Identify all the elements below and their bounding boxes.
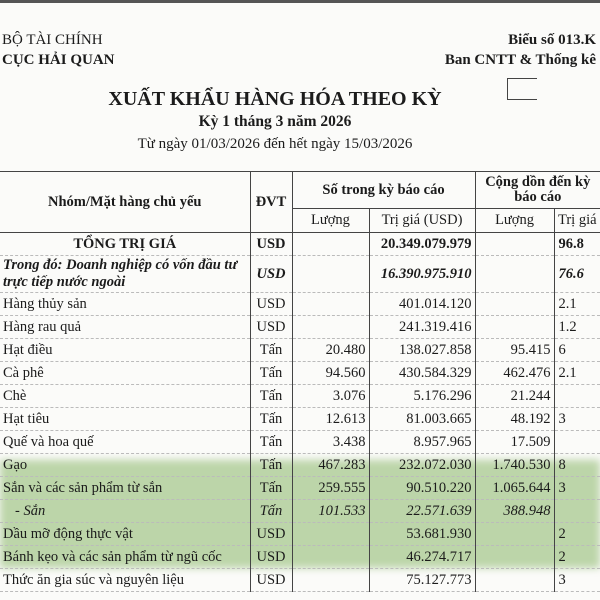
table-row <box>0 454 600 477</box>
row-unit: USD <box>250 546 292 569</box>
row-unit: Tấn <box>250 454 292 477</box>
row-name <box>0 256 250 293</box>
row-name <box>0 477 250 500</box>
row-cum-qty: 1.740.530 <box>475 454 554 477</box>
row-unit: USD <box>250 316 292 339</box>
row-name-text: Hạt tiêu <box>3 410 50 427</box>
row-qty <box>292 523 369 546</box>
row-qty: 94.560 <box>292 362 369 385</box>
row-name-text: Hàng rau quả <box>3 318 82 335</box>
table-row <box>0 385 600 408</box>
row-unit: Tấn <box>250 431 292 454</box>
row-cum-qty: 1.065.644 <box>475 477 554 500</box>
row-cum-qty <box>475 233 554 256</box>
row-cum-value: 3 <box>554 408 600 431</box>
row-qty: 259.555 <box>292 477 369 500</box>
row-cum-qty: 388.948 <box>475 500 554 523</box>
row-name <box>0 362 250 385</box>
row-value: 5.176.296 <box>369 385 475 408</box>
table-row <box>0 546 600 569</box>
row-name-text: Chè <box>3 387 27 404</box>
table-row <box>0 293 600 316</box>
table-row <box>0 477 600 500</box>
row-cum-qty <box>475 546 554 569</box>
row-cum-value: 2.1 <box>554 293 600 316</box>
top-border <box>0 0 600 3</box>
row-cum-qty <box>475 569 554 592</box>
col-current: Số trong kỳ báo cáo <box>292 172 475 209</box>
issuing-unit: Ban CNTT & Thống kê <box>444 52 596 68</box>
row-qty: 12.613 <box>292 408 369 431</box>
table-row <box>0 316 600 339</box>
row-cum-value: 6 <box>554 339 600 362</box>
row-name-text: Hạt điều <box>3 341 53 358</box>
row-value: 75.127.773 <box>369 569 475 592</box>
row-cum-value: 3 <box>554 569 600 592</box>
row-unit: Tấn <box>250 339 292 362</box>
table-row <box>0 256 600 293</box>
row-qty <box>292 316 369 339</box>
row-value: 20.349.079.979 <box>369 233 475 256</box>
row-qty: 20.480 <box>292 339 369 362</box>
row-value: 138.027.858 <box>369 339 475 362</box>
row-qty: 3.076 <box>292 385 369 408</box>
row-name-text: - Sắn <box>15 502 46 519</box>
row-name-text: Gạo <box>3 456 28 473</box>
col-qty: Lượng <box>292 209 369 233</box>
report-range: Từ ngày 01/03/2026 đến hết ngày 15/03/2026 <box>137 136 413 152</box>
row-cum-value: 2.1 <box>554 362 600 385</box>
col-unit: ĐVT <box>250 172 292 233</box>
table-row <box>0 523 600 546</box>
row-qty: 101.533 <box>292 500 369 523</box>
row-name <box>0 408 250 431</box>
col-value: Trị giá (USD) <box>369 209 475 233</box>
row-qty <box>292 569 369 592</box>
row-cum-value: 96.8 <box>554 233 600 256</box>
row-unit: Tấn <box>250 385 292 408</box>
row-cum-value: 76.6 <box>554 256 600 293</box>
org-ministry: BỘ TÀI CHÍNH <box>2 32 103 48</box>
row-cum-value: 2 <box>554 546 600 569</box>
row-value: 241.319.416 <box>369 316 475 339</box>
row-cum-qty: 17.509 <box>475 431 554 454</box>
row-value: 430.584.329 <box>369 362 475 385</box>
row-qty <box>292 546 369 569</box>
row-unit: USD <box>250 523 292 546</box>
col-cum-value: Trị giá <box>554 209 600 233</box>
table-row <box>0 569 600 592</box>
row-name-text: Dầu mỡ động thực vật <box>3 525 133 542</box>
row-name <box>0 316 250 339</box>
row-unit: USD <box>250 256 292 293</box>
row-name <box>0 546 250 569</box>
row-cum-qty <box>475 256 554 293</box>
row-value: 232.072.030 <box>369 454 475 477</box>
row-cum-value <box>554 500 600 523</box>
row-name-text: Thức ăn gia súc và nguyên liệu <box>3 571 184 588</box>
row-name <box>0 339 250 362</box>
row-unit: USD <box>250 293 292 316</box>
report-period: Kỳ 1 tháng 3 năm 2026 <box>198 113 352 130</box>
row-value: 22.571.639 <box>369 500 475 523</box>
row-name-text: Cà phê <box>3 364 44 381</box>
row-name <box>0 454 250 477</box>
col-cum-qty: Lượng <box>475 209 554 233</box>
row-name <box>0 385 250 408</box>
row-qty: 3.438 <box>292 431 369 454</box>
col-cumulative: Cộng dồn đến kỳ báo cáo <box>475 172 600 209</box>
row-cum-value <box>554 431 600 454</box>
row-cum-qty <box>475 523 554 546</box>
table-row <box>0 339 600 362</box>
row-cum-qty: 21.244 <box>475 385 554 408</box>
row-value: 90.510.220 <box>369 477 475 500</box>
row-cum-qty: 48.192 <box>475 408 554 431</box>
table-row <box>0 431 600 454</box>
row-qty <box>292 293 369 316</box>
row-cum-value: 8 <box>554 454 600 477</box>
row-cum-value: 1.2 <box>554 316 600 339</box>
row-name-text: Quế và hoa quế <box>3 433 94 450</box>
row-unit: USD <box>250 233 292 256</box>
report-title: XUẤT KHẨU HÀNG HÓA THEO KỲ <box>108 88 442 110</box>
row-name-text: Bánh kẹo và các sản phẩm từ ngũ cốc <box>3 548 222 565</box>
row-value: 8.957.965 <box>369 431 475 454</box>
table-row <box>0 500 600 523</box>
row-cum-value <box>554 385 600 408</box>
row-name-text: Trong đó: Doanh nghiệp có vốn đầu tư trực tiếp nước ngoài <box>3 257 238 290</box>
row-cum-value: 2 <box>554 523 600 546</box>
row-name <box>0 569 250 592</box>
table-row <box>0 362 600 385</box>
row-cum-value: 3 <box>554 477 600 500</box>
row-value: 53.681.930 <box>369 523 475 546</box>
row-unit: Tấn <box>250 362 292 385</box>
export-table <box>0 171 600 592</box>
table-row <box>0 408 600 431</box>
form-number: Biểu số 013.K <box>508 32 596 48</box>
table-row <box>0 233 600 256</box>
row-qty <box>292 233 369 256</box>
row-value: 46.274.717 <box>369 546 475 569</box>
row-qty: 467.283 <box>292 454 369 477</box>
col-item: Nhóm/Mặt hàng chủ yếu <box>0 172 250 233</box>
org-department: CỤC HẢI QUAN <box>2 52 115 68</box>
row-name-text: Hàng thủy sản <box>3 295 87 312</box>
row-unit: Tấn <box>250 408 292 431</box>
row-cum-qty <box>475 293 554 316</box>
row-cum-qty: 462.476 <box>475 362 554 385</box>
row-unit: USD <box>250 569 292 592</box>
row-cum-qty <box>475 316 554 339</box>
row-name <box>0 500 250 523</box>
row-value: 16.390.975.910 <box>369 256 475 293</box>
row-name <box>0 431 250 454</box>
row-qty <box>292 256 369 293</box>
row-name-text: Sắn và các sản phẩm từ sắn <box>3 479 163 496</box>
row-name <box>0 523 250 546</box>
row-value: 401.014.120 <box>369 293 475 316</box>
row-name-text: TỔNG TRỊ GIÁ <box>73 235 177 252</box>
row-cum-qty: 95.415 <box>475 339 554 362</box>
row-unit: Tấn <box>250 477 292 500</box>
row-unit: Tấn <box>250 500 292 523</box>
row-name <box>0 293 250 316</box>
row-name <box>0 233 250 256</box>
row-value: 81.003.665 <box>369 408 475 431</box>
